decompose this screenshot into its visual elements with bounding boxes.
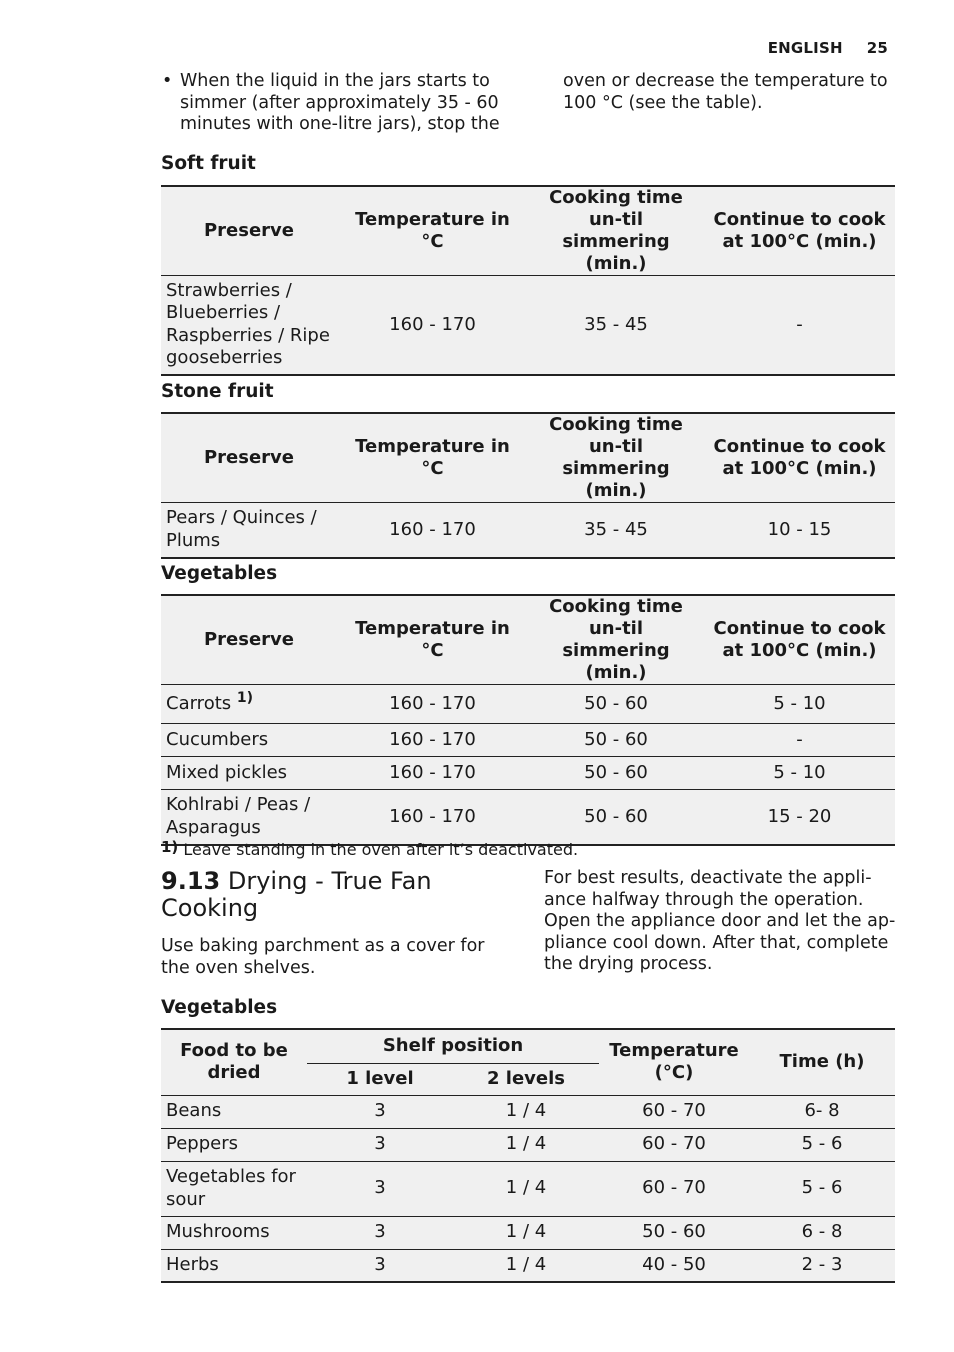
col-continue: Continue to cook at 100°C (min.) <box>704 595 895 685</box>
footnote-mark: 1) <box>161 838 179 856</box>
table-row: Mushrooms 3 1 / 4 50 - 60 6 - 8 <box>161 1216 895 1249</box>
table-row: Strawberries / Blueberries / Raspberries / Ripe gooseberries 160 - 170 35 - 45 - <box>161 276 895 375</box>
stone-fruit-table <box>161 412 895 559</box>
table-row: Herbs 3 1 / 4 40 - 50 2 - 3 <box>161 1249 895 1282</box>
col-1-level: 1 level <box>307 1063 453 1095</box>
footnote <box>161 838 578 859</box>
vegetables-preserve-table <box>161 594 895 846</box>
col-food: Food to be dried <box>161 1029 307 1095</box>
page-number: 25 <box>866 39 888 57</box>
intro-right-text: oven or decrease the temperature to 100 °C (see the table). <box>563 71 888 113</box>
page-header <box>744 39 888 57</box>
col-cooking-time: Cooking time un-til simmering (min.) <box>528 595 704 685</box>
table-row: Carrots $^{1)}$ 160 - 170 50 - 60 5 - 10 <box>161 685 895 724</box>
table-row: Pears / Quinces / Plums 160 - 170 35 - 45 10 - 15 <box>161 503 895 558</box>
col-preserve: Preserve <box>161 413 337 503</box>
col-cooking-time: Cooking time un-til simmering (min.) <box>528 186 704 276</box>
col-shelf-position: Shelf position <box>307 1029 599 1063</box>
col-preserve: Preserve <box>161 186 337 276</box>
header-language: ENGLISH <box>767 39 843 57</box>
col-temperature: Temperature in °C <box>337 186 528 276</box>
table-row: Vegetables for sour 3 1 / 4 60 - 70 5 - 6 <box>161 1161 895 1216</box>
table-row: Mixed pickles 160 - 170 50 - 60 5 - 10 <box>161 757 895 790</box>
section-title-text: Drying - True Fan Cooking <box>161 867 432 922</box>
section-number: 9.13 <box>161 867 221 895</box>
col-2-levels: 2 levels <box>453 1063 599 1095</box>
vegetables-heading: Vegetables <box>161 563 278 584</box>
drying-vegetables-heading: Vegetables <box>161 997 278 1018</box>
section-title <box>161 868 501 922</box>
col-temperature: Temperature in °C <box>337 595 528 685</box>
col-cooking-time: Cooking time un-til simmering (min.) <box>528 413 704 503</box>
drying-table <box>161 1028 895 1283</box>
intro-left-text: When the liquid in the jars starts to simmer (after approximately 35 - 60 minutes with one-litre jars), stop the <box>180 71 500 134</box>
table-row: Kohlrabi / Peas / Asparagus 160 - 170 50 - 60 15 - 20 <box>161 790 895 845</box>
section-left-text: Use baking parchment as a cover for the oven shelves. <box>161 936 485 978</box>
table-row: Peppers 3 1 / 4 60 - 70 5 - 6 <box>161 1128 895 1161</box>
soft-fruit-heading: Soft fruit <box>161 153 256 174</box>
soft-fruit-table <box>161 185 895 376</box>
col-temperature: Temperature in °C <box>337 413 528 503</box>
col-time: Time (h) <box>749 1029 895 1095</box>
col-continue: Continue to cook at 100°C (min.) <box>704 186 895 276</box>
section-right-text: For best results, deactivate the appli-ance halfway through the operation. Open the appliance door and let the ap-pliance cool down. After that, complete the drying process. <box>544 868 896 974</box>
footnote-ref: 1) <box>236 689 254 706</box>
footnote-text: Leave standing in the oven after it’s deactivated. <box>183 840 579 859</box>
bullet-marker: • <box>162 71 173 91</box>
col-preserve: Preserve <box>161 595 337 685</box>
stone-fruit-heading: Stone fruit <box>161 381 274 402</box>
col-temperature: Temperature (°C) <box>599 1029 749 1095</box>
table-row: Beans 3 1 / 4 60 - 70 6- 8 <box>161 1095 895 1128</box>
col-continue: Continue to cook at 100°C (min.) <box>704 413 895 503</box>
table-row: Cucumbers 160 - 170 50 - 60 - <box>161 724 895 757</box>
